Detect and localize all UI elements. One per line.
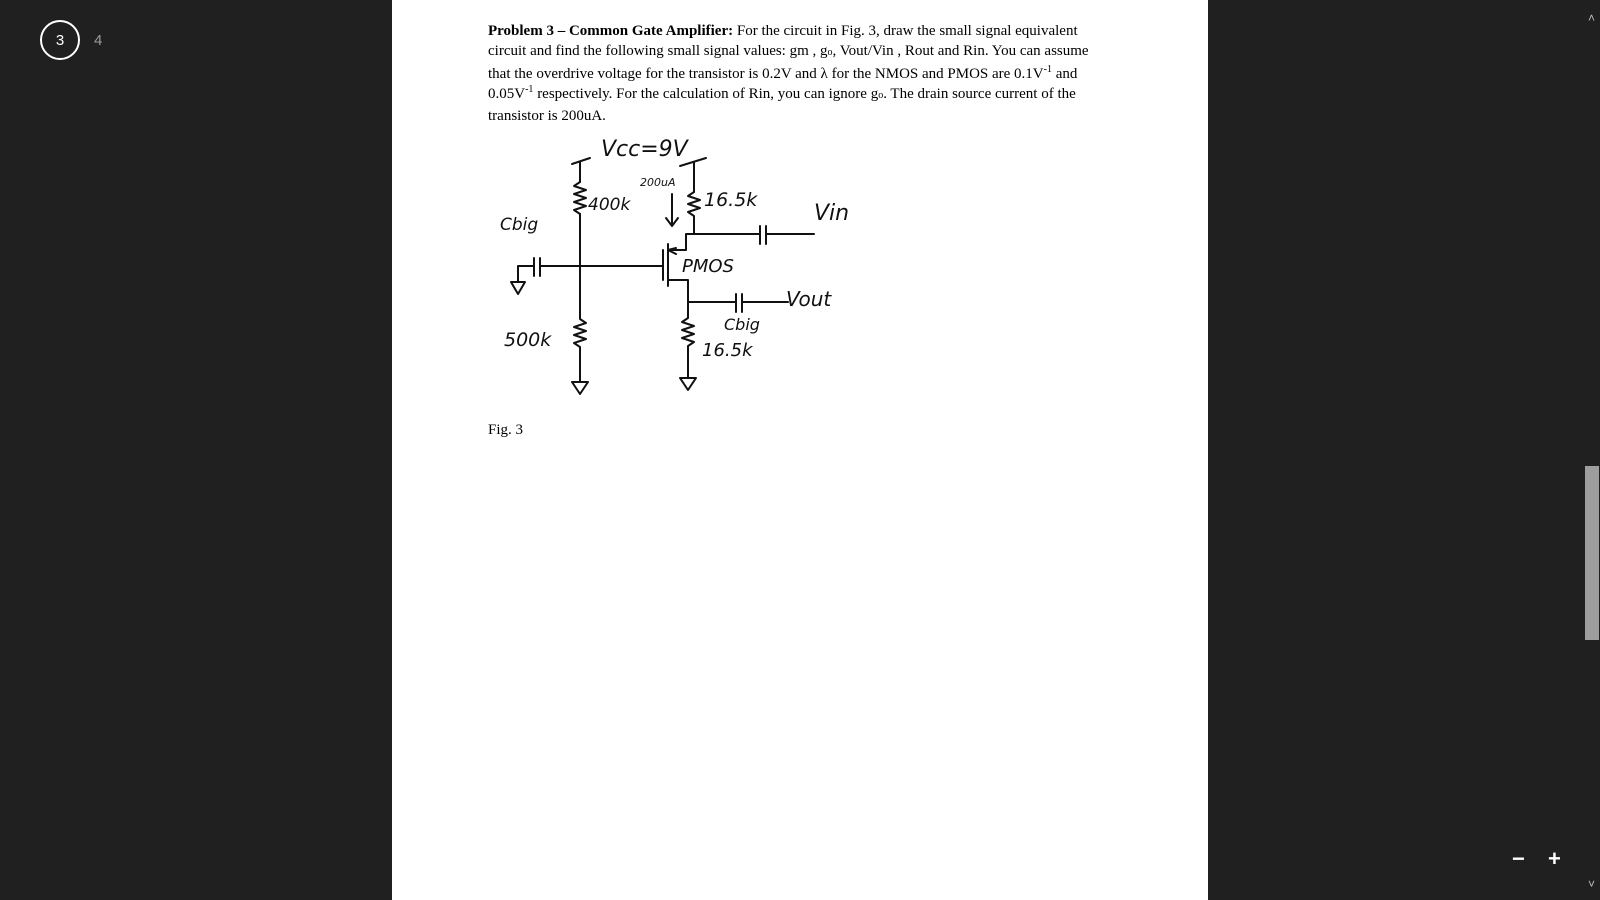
figure-caption: Fig. 3 xyxy=(488,422,524,438)
circuit-diagram xyxy=(500,134,908,404)
current-source-label: 200uA xyxy=(640,176,676,189)
cbig-right-label: Cbig xyxy=(724,315,760,334)
r-bottom-left-label: 500k xyxy=(504,329,552,351)
current-page-indicator[interactable]: 3 xyxy=(40,20,80,60)
scroll-thumb[interactable] xyxy=(1585,466,1599,640)
problem-body-4: respectively. For the calculation of Rin, you can ignore g xyxy=(533,85,879,102)
problem-text xyxy=(488,21,1100,126)
next-page-link[interactable]: 4 xyxy=(94,31,103,49)
go-subscript: o xyxy=(827,47,833,59)
zoom-out-button[interactable]: − xyxy=(1512,846,1525,871)
cbig-left-label: Cbig xyxy=(500,215,539,235)
superscript-2: -1 xyxy=(525,83,534,95)
superscript-1: -1 xyxy=(1043,63,1052,75)
zoom-in-button[interactable]: + xyxy=(1548,846,1561,871)
problem-body-1: For the circuit in Fig. 3, draw the small signal equivalent circuit and find the following small signal values: gm , g xyxy=(488,23,1078,60)
go-subscript-2: o xyxy=(878,89,884,101)
vout-label: Vout xyxy=(786,287,832,311)
problem-heading: Problem 3 – Common Gate Amplifier: xyxy=(488,23,734,39)
r-top-right-label: 16.5k xyxy=(704,189,758,211)
vin-label: Vin xyxy=(814,201,850,226)
pmos-label: PMOS xyxy=(682,256,734,277)
r-top-left-label: 400k xyxy=(588,195,631,215)
document-page xyxy=(392,0,1208,900)
problem-body-3: and 0.05V xyxy=(488,65,1078,102)
page-navigation xyxy=(40,20,102,60)
scroll-up-icon[interactable]: ˄ xyxy=(1587,11,1595,25)
problem-body-2: , Vout/Vin , Rout and Rin. You can assume that the overdrive voltage for the transistor is 0.2V and λ for the NMOS and PMOS are 0.1V xyxy=(488,43,1089,82)
scroll-down-icon[interactable]: ˅ xyxy=(1587,877,1595,891)
vertical-scrollbar[interactable] xyxy=(1583,0,1600,900)
problem-body-5: . The drain source current of the transistor is 200uA. xyxy=(488,85,1076,125)
vcc-label: Vcc=9V xyxy=(601,137,688,162)
r-bottom-right-label: 16.5k xyxy=(702,340,753,361)
